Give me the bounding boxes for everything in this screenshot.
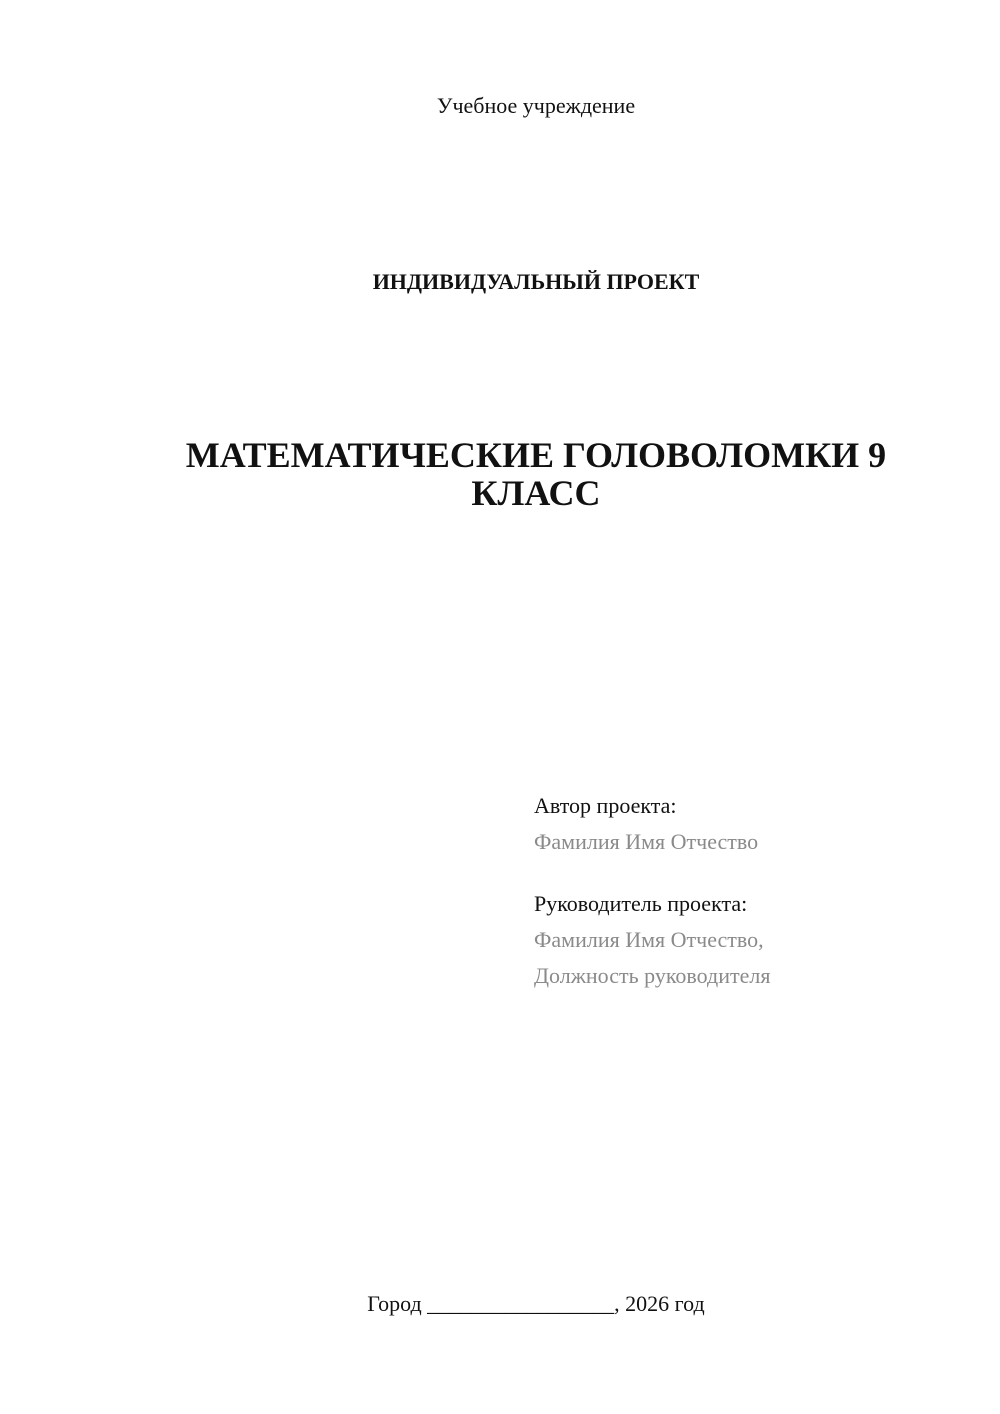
project-title: МАТЕМАТИЧЕСКИЕ ГОЛОВОЛОМКИ 9 КЛАСС <box>185 435 887 513</box>
supervisor-name: Фамилия Имя Отчество, <box>534 927 764 952</box>
supervisor-position: Должность руководителя <box>534 963 771 988</box>
info-spacer <box>534 860 954 886</box>
author-name: Фамилия Имя Отчество <box>534 829 759 854</box>
city-year-line: Город _________________, 2026 год <box>367 1291 705 1316</box>
project-type-heading: ИНДИВИДУАЛЬНЫЙ ПРОЕКТ <box>372 269 700 294</box>
author-label: Автор проекта: <box>534 793 677 818</box>
institution-name: Учебное учреждение <box>436 93 636 118</box>
supervisor-label: Руководитель проекта: <box>534 891 748 916</box>
project-info-block <box>534 788 954 994</box>
